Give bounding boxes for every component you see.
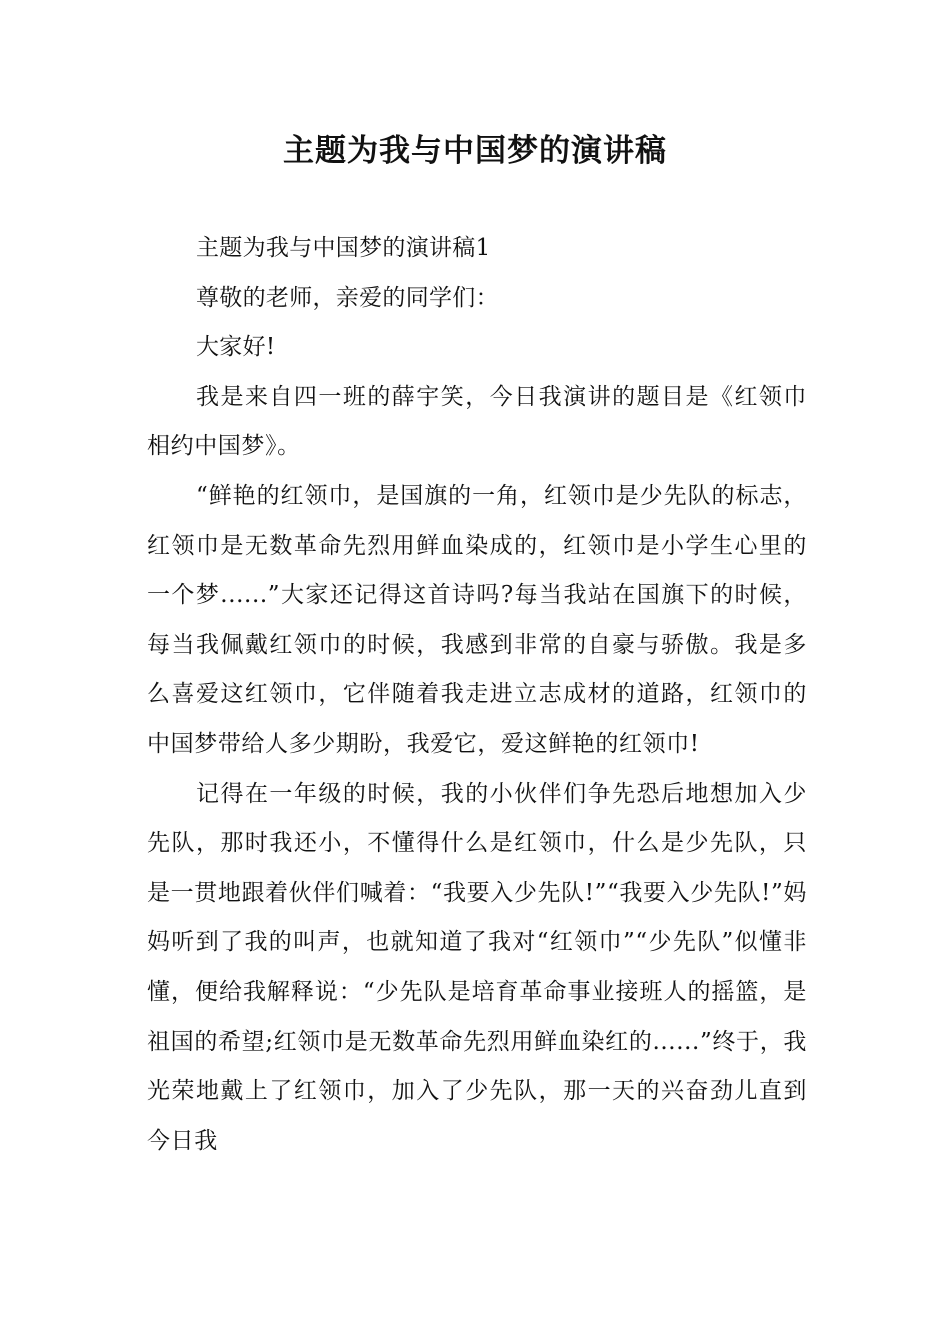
- paragraph-poem: “鲜艳的红领巾，是国旗的一角，红领巾是少先队的标志，红领巾是无数革命先烈用鲜血染成的，红领巾是小学生心里的一个梦......”大家还记得这首诗吗?每当我站在国旗下的时候，每当我佩戴红领巾的时候，我感到非常的自豪与骄傲。我是多么喜爱这红领巾，它伴随着我走进立志成材的道路，红领巾的中国梦带给人多少期盼，我爱它，爱这鲜艳的红领巾!: [147, 482, 807, 757]
- paragraph-memory: 记得在一年级的时候，我的小伙伴们争先恐后地想加入少先队，那时我还小，不懂得什么是红领巾，什么是少先队，只是一贯地跟着伙伴们喊着：“我要入少先队!”“我要入少先队!”妈妈听到了我的叫声，也就知道了我对“红领巾”“少先队”似懂非懂，便给我解释说：“少先队是培育革命事业接班人的摇篮，是祖国的希望;红领巾是无数革命先烈用鲜血染红的......”终于，我光荣地戴上了红领巾，加入了少先队，那一天的兴奋劲儿直到今日我: [147, 780, 807, 1154]
- paragraph-heading: 主题为我与中国梦的演讲稿1: [196, 235, 491, 261]
- document-body: [147, 224, 807, 1166]
- paragraph-salutation: 尊敬的老师，亲爱的同学们：: [196, 284, 499, 311]
- paragraph-introduction: 我是来自四一班的薛宇笑，今日我演讲的题目是《红领巾相约中国梦》。: [147, 383, 807, 460]
- document-title: 主题为我与中国梦的演讲稿: [283, 133, 667, 169]
- paragraph-greeting: 大家好!: [196, 334, 276, 361]
